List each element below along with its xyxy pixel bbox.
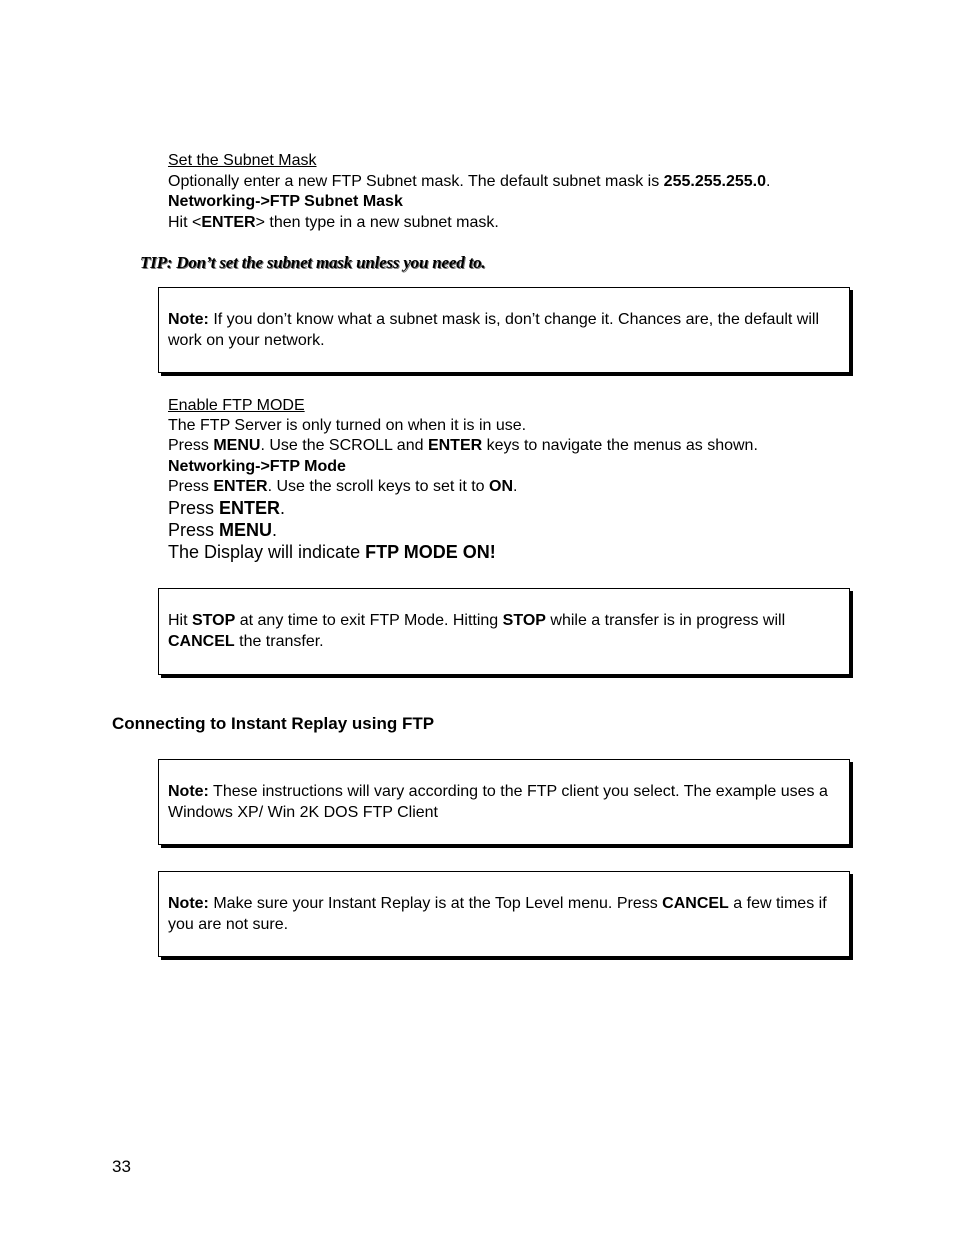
text: . Use the scroll keys to set it to	[267, 478, 489, 495]
note-label: Note:	[168, 783, 209, 800]
text: The Display will indicate	[168, 542, 366, 562]
note-box-stop	[158, 588, 850, 675]
subnet-desc-text: Optionally enter a new FTP Subnet mask. The default subnet mask is	[168, 173, 664, 190]
note-subnet-text	[168, 309, 840, 351]
subnet-desc-end: .	[766, 173, 771, 190]
note-client-text	[168, 781, 840, 823]
note-label: Note:	[168, 311, 209, 328]
note-box-top-level	[158, 871, 850, 957]
on-value: ON	[489, 478, 513, 495]
ftp-mode-line5	[168, 497, 285, 519]
subnet-description	[168, 172, 770, 192]
note-body: a few times if you are not sure.	[168, 895, 827, 933]
subnet-title: Set the Subnet Mask	[168, 152, 317, 169]
ftp-mode-title: Enable FTP MODE	[168, 397, 305, 414]
subnet-hit-instruction	[168, 213, 499, 233]
ftp-mode-menu-path: Networking->FTP Mode	[168, 458, 346, 475]
text: .	[272, 520, 278, 540]
ftp-mode-line4	[168, 477, 517, 497]
enter-key: ENTER	[201, 214, 256, 231]
page-number: 33	[112, 1157, 131, 1176]
cancel-key: CANCEL	[168, 633, 235, 650]
section-heading: Connecting to Instant Replay using FTP	[112, 714, 435, 733]
text: the transfer.	[234, 633, 324, 650]
enter-key: ENTER	[213, 478, 268, 495]
text: Hit	[168, 612, 192, 629]
text: . Use the SCROLL and	[260, 437, 428, 454]
note-label: Note:	[168, 895, 209, 912]
ftp-mode-line1: The FTP Server is only turned on when it is in use.	[168, 417, 527, 434]
hit-pre: Hit <	[168, 214, 202, 231]
note-body: If you don’t know what a subnet mask is, don’t change it. Chances are, the default will work on your network.	[168, 311, 820, 349]
enter-key: ENTER	[219, 498, 281, 518]
text: Press	[168, 437, 214, 454]
text: Press	[168, 498, 220, 518]
text: Press	[168, 520, 220, 540]
note-body: Make sure your Instant Replay is at the Top Level menu. Press	[208, 895, 663, 912]
text: keys to navigate the menus as shown.	[482, 437, 758, 454]
note-stop-text	[168, 610, 840, 652]
subnet-menu-path: Networking->FTP Subnet Mask	[168, 193, 403, 210]
note-box-subnet	[158, 287, 850, 373]
text: .	[513, 478, 518, 495]
text: .	[280, 498, 286, 518]
tip-text: TIP: Don’t set the subnet mask unless you need to.	[140, 253, 486, 272]
text: while a transfer is in progress will	[545, 612, 786, 629]
ftp-mode-line2	[168, 436, 758, 456]
note-top-level-text	[168, 893, 840, 935]
default-subnet-value: 255.255.255.0	[663, 173, 766, 190]
cancel-key: CANCEL	[662, 895, 729, 912]
ftp-mode-on-text: FTP MODE ON!	[365, 542, 496, 562]
text: at any time to exit FTP Mode. Hitting	[235, 612, 503, 629]
ftp-mode-line6	[168, 519, 277, 541]
menu-key: MENU	[213, 437, 261, 454]
stop-key: STOP	[502, 612, 546, 629]
text: Press	[168, 478, 214, 495]
enter-key: ENTER	[427, 437, 483, 454]
ftp-mode-line7	[168, 541, 496, 563]
menu-key: MENU	[219, 520, 273, 540]
note-body: These instructions will vary according to the FTP client you select. The example uses a Windows XP/ Win 2K DOS FTP Client	[168, 783, 828, 821]
hit-post: > then type in a new subnet mask.	[255, 214, 499, 231]
note-box-client	[158, 759, 850, 845]
stop-key: STOP	[192, 612, 236, 629]
